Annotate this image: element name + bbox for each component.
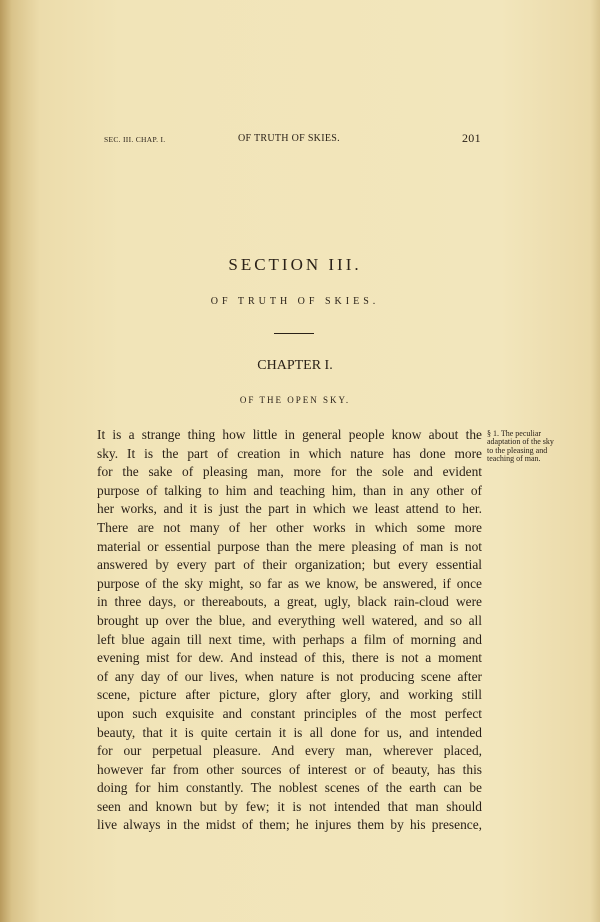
text-line: brought up over the blue, and everything well watered, and so all (97, 612, 482, 628)
running-title: OF TRUTH OF SKIES. (238, 133, 340, 144)
text-line: left blue again till next time, with perhaps a film of morning and (97, 631, 482, 647)
text-line: seen and known but by few; it is not intended that man should (97, 798, 482, 814)
chapter-title: CHAPTER I. (257, 358, 333, 373)
text-line: answered by every part of their organization; but every essential (97, 557, 482, 573)
text-line: of any day of our lives, when nature is not producing scene after (97, 668, 482, 684)
divider (274, 333, 314, 334)
text-line: scene, picture after picture, glory after glory, and working still (97, 687, 482, 703)
body-text (97, 426, 482, 835)
text-line: however far from other sources of interest or of beauty, has this (97, 761, 482, 777)
header-section-ref: SEC. III. CHAP. I. (104, 135, 166, 144)
text-line: live always in the midst of them; he injures them by his presence, (97, 817, 482, 833)
text-line: material or essential purpose than the mere pleasing of man is not (97, 538, 482, 554)
text-line: upon such exquisite and constant principles of the most perfect (97, 705, 482, 721)
margin-note: § 1. The peculiar adaptation of the sky to the pleasing and teaching of man. (487, 429, 554, 463)
page-number: 201 (462, 131, 481, 145)
text-line: her works, and it is just the part in which we least attend to her. (97, 501, 482, 517)
text-line: doing for him constantly. The noblest scenes of the earth can be (97, 780, 482, 796)
text-line: sky. It is the part of creation in which nature has done more (97, 445, 482, 461)
text-line: in three days, or thereabouts, a great, ugly, black rain-cloud were (97, 594, 482, 610)
text-line: There are not many of her other works in which some more (97, 519, 482, 535)
text-line: purpose of the sky might, so far as we know, be answered, if once (97, 575, 482, 591)
text-line: beauty, that it is quite certain it is all done for us, and intended (97, 724, 482, 740)
text-line: for the sake of pleasing man, more for the sole and evident (97, 464, 482, 480)
chapter-subtitle: OF THE OPEN SKY. (239, 395, 351, 405)
text-line: purpose of talking to him and teaching him, than in any other of (97, 482, 482, 498)
section-title: SECTION III. (228, 255, 362, 274)
section-subtitle: OF TRUTH OF SKIES. (210, 296, 380, 307)
text-line: It is a strange thing how little in general people know about the (97, 427, 482, 442)
text-line: for our perpetual pleasure. And every man, wherever placed, (97, 743, 482, 759)
text-line: evening mist for dew. And instead of this, there is not a moment (97, 650, 482, 666)
